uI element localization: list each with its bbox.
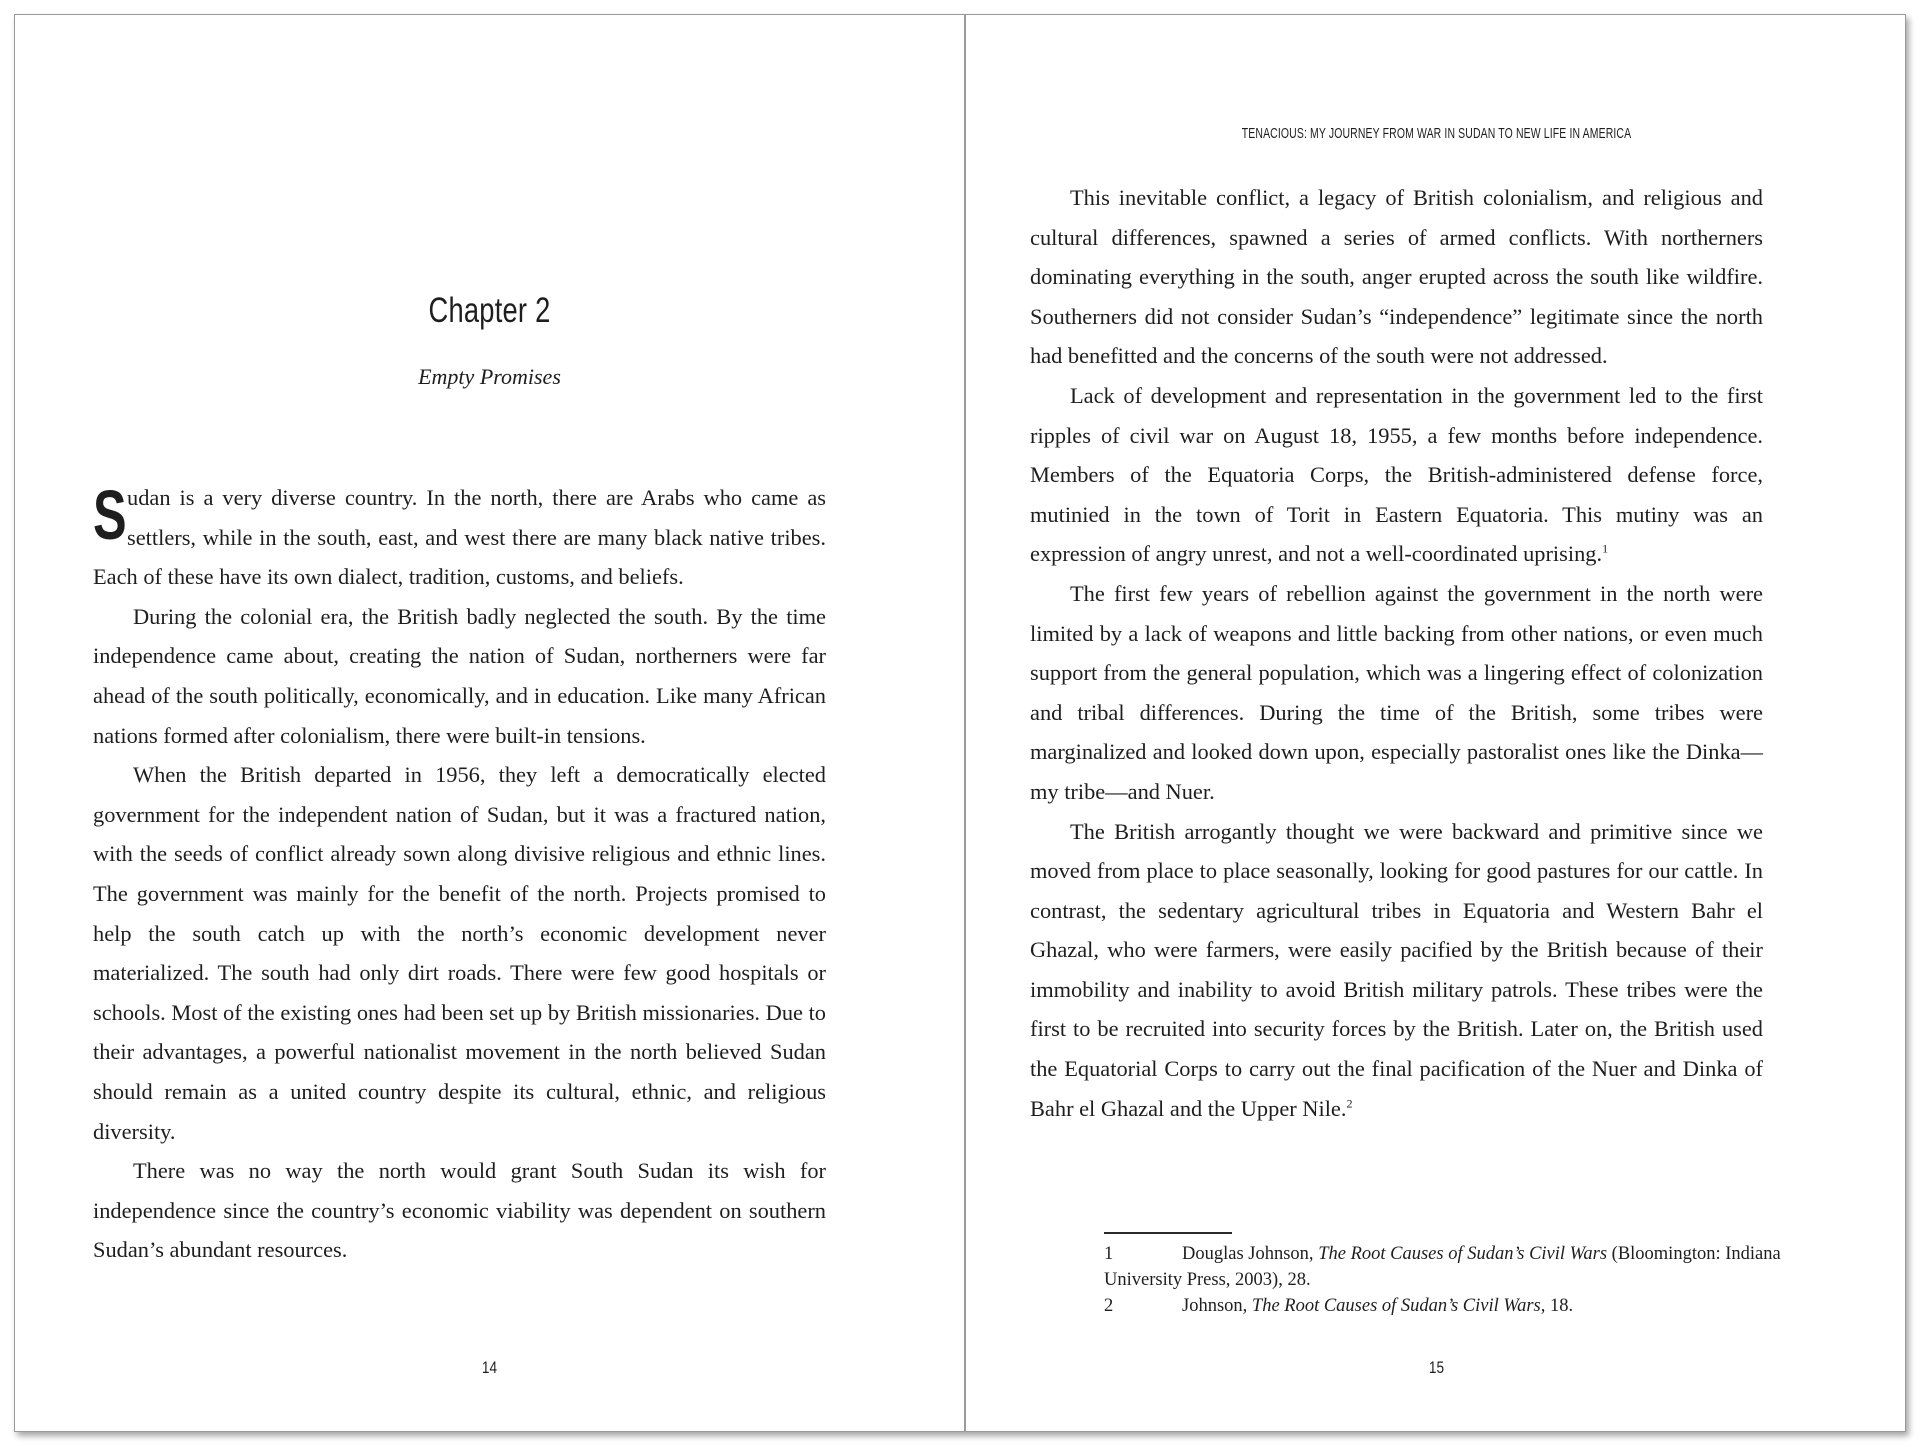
- paragraph: There was no way the north would grant South Sudan its wish for independence since the country’s economic viability was dependent on southern Sudan’s abundant resources.: [93, 1158, 826, 1263]
- paragraph: [1030, 376, 1763, 574]
- footnotes: [1104, 1241, 1837, 1319]
- footnote-text: Douglas Johnson,: [1182, 1244, 1319, 1264]
- paragraph-text: udan is a very diverse country. In the north, there are Arabs who came as settlers, while in the south, east, and west there are many black native tribes. Each of these have its own dialect, tradition, customs, and beliefs.: [93, 485, 826, 590]
- footnote-number: 2: [1104, 1296, 1114, 1316]
- paragraph: [1030, 812, 1763, 1129]
- footnote-text: , 18.: [1540, 1296, 1574, 1316]
- running-head: TENACIOUS: MY JOURNEY FROM WAR IN SUDAN TO NEW LIFE IN AMERICA: [1241, 126, 1632, 142]
- paragraph: [1030, 574, 1763, 812]
- left-page: [15, 15, 964, 1431]
- drop-cap: S: [93, 476, 127, 554]
- footnote-number: 1: [1104, 1244, 1114, 1264]
- book-spread: [14, 14, 1906, 1432]
- footnote-ref[interactable]: 2: [1346, 1096, 1353, 1111]
- paragraph: [93, 478, 826, 597]
- paragraph-text: This inevitable conflict, a legacy of British colonialism, and religious and cultural differences, spawned a series of armed conflicts. With northerners dominating everything in the south, anger erupted across the south like wildfire. Southerners did not consider Sudan’s “independence” legitimate since the north had benefitted and the concerns of the south were not addressed.: [1030, 185, 1763, 369]
- left-body-text: [93, 478, 826, 1270]
- right-body-text: [1030, 178, 1763, 1128]
- paragraph-text: Lack of development and representation in the government led to the first ripples of civil war on August 18, 1955, a few months before independence. Members of the Equatoria Corps, the British-administered defense force, mutinied in the town of Torit in Eastern Equatoria. This mutiny was an expression of angry unrest, and not a well-coordinated uprising.: [1030, 382, 1763, 567]
- footnote-title: The Root Causes of Sudan’s Civil Wars: [1251, 1296, 1541, 1316]
- paragraph: When the British departed in 1956, they left a democratically elected government for the independent nation of Sudan, but it was a fractured nation, with the seeds of conflict already sown along divisive religious and ethnic lines. The government was mainly for the benefit of the north. Projects promised to help the south catch up with the north’s economic development never materialized. The south had only dirt roads. There were few good hospitals or schools. Most of the existing ones had been set up by British missionaries. Due to their advantages, a powerful nationalist movement in the north believed Sudan should remain as a united country despite its cultural, ethnic, and religious diversity.: [93, 762, 826, 1144]
- footnote-title: The Root Causes of Sudan’s Civil Wars: [1318, 1244, 1608, 1264]
- chapter-title: Chapter 2: [428, 291, 551, 330]
- footnote: [1104, 1241, 1837, 1293]
- page-number: 14: [481, 1358, 498, 1377]
- footnote-text: Johnson,: [1182, 1296, 1252, 1316]
- footnote: [1104, 1293, 1837, 1319]
- paragraph-text: The first few years of rebellion against the government in the north were limited by a lack of weapons and little backing from other nations, or even much support from the general population, which was a lingering effect of colonization and tribal differences. During the time of the British, some tribes were marginalized and looked down upon, especially pastoralist ones like the Dinka—my tribe—and Nuer.: [1030, 580, 1763, 804]
- footnote-ref[interactable]: 1: [1602, 541, 1609, 556]
- page-number: 15: [1428, 1358, 1445, 1377]
- paragraph: [1030, 178, 1763, 376]
- paragraph-text: The British arrogantly thought we were backward and primitive since we moved from place to place seasonally, looking for good pastures for our cattle. In contrast, the sedentary agricultural tribes in Equatoria and Western Bahr el Ghazal, who were farmers, were easily pacified by the British because of their immobility and inability to avoid British military patrols. These tribes were the first to be recruited into security forces by the British. Later on, the British used the Equatorial Corps to carry out the final pacification of the Nuer and Dinka of Bahr el Ghazal and the Upper Nile.: [1030, 818, 1763, 1121]
- paragraph: During the colonial era, the British badly neglected the south. By the time independence came about, creating the nation of Sudan, northerners were far ahead of the south politically, economically, and in education. Like many African nations formed after colonialism, there were built-in tensions.: [93, 603, 826, 748]
- chapter-subtitle: Empty Promises: [418, 364, 561, 389]
- footnote-text: (Bloomington: Indiana University Press, 2003), 28.: [1104, 1244, 1781, 1290]
- footnote-rule: [1104, 1232, 1232, 1234]
